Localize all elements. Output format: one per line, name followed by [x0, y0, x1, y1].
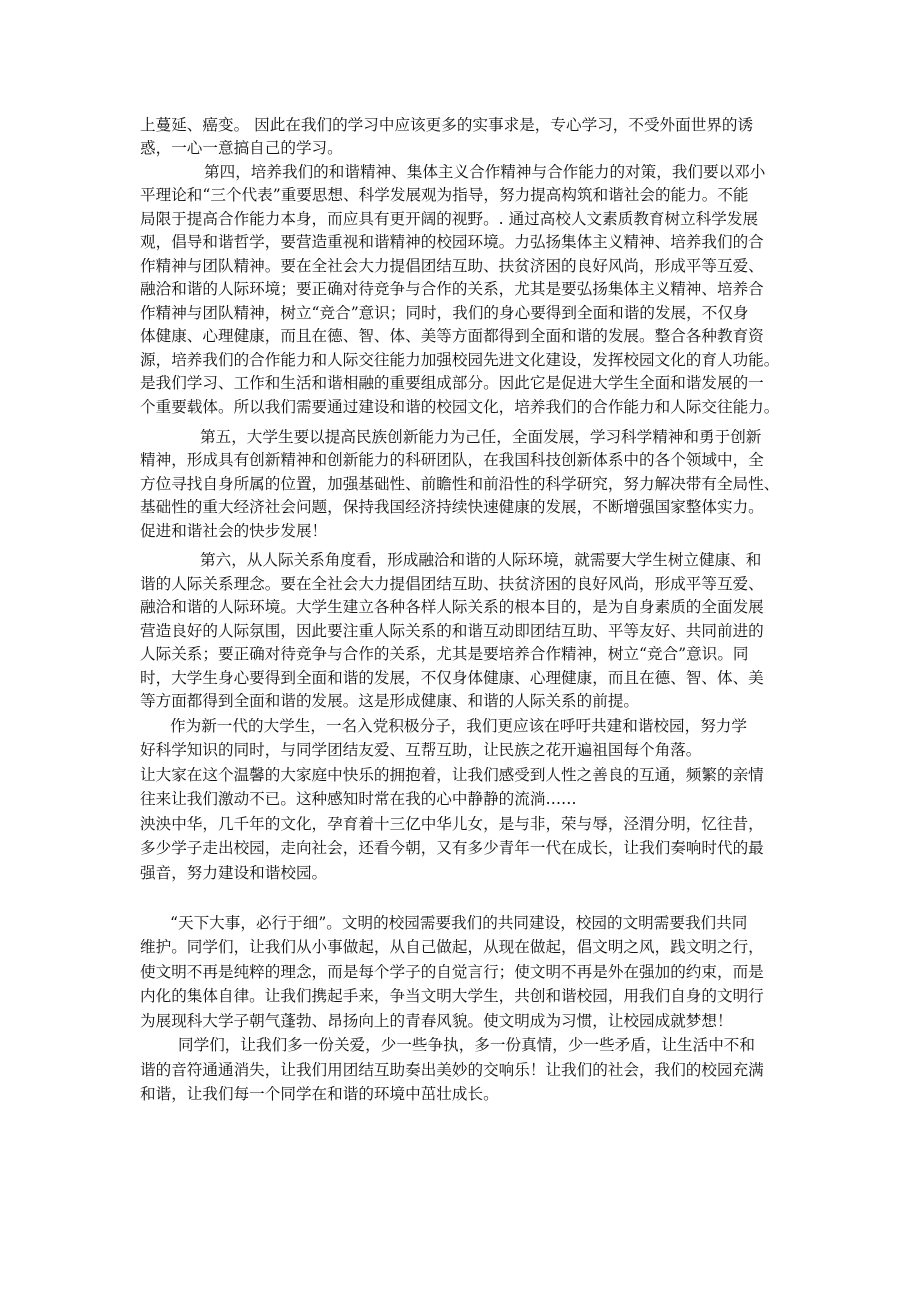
text-line: 第六，从人际关系角度看，形成融洽和谐的人际环境，就需要大学生树立健康、和 [200, 551, 762, 569]
text-line: 泱泱中华，几千年的文化，孕育着十三亿中华儿女，是与非，荣与辱，泾渭分明，忆往昔， [140, 815, 764, 833]
text-line: 作精神与团队精神，树立“竞合”意识；同时，我们的身心要得到全面和谐的发展，不仅身 [140, 304, 749, 322]
text-line: 往来让我们激动不已。这种感知时常在我的心中静静的流淌…… [140, 790, 577, 808]
text-line: 第四，培养我们的和谐精神、集体主义合作精神与合作能力的对策，我们要以邓小 [204, 163, 766, 181]
text-line: 时，大学生身心要得到全面和谐的发展，不仅身体健康、心理健康，而且在德、智、体、美 [140, 669, 764, 687]
text-line: 上蔓延、癌变。 因此在我们的学习中应该更多的实事求是，专心学习，不受外面世界的诱 [140, 116, 754, 134]
text-line: 作精神与团队精神。要在全社会大力提倡团结互助、扶贫济困的良好风尚，形成平等互爱、 [140, 257, 764, 275]
text-line: 源，培养我们的合作能力和人际交往能力加强校园先进文化建设，发挥校园文化的育人功能。 [140, 351, 780, 369]
text-line: “天下大事，必行于细”。文明的校园需要我们的共同建设，校园的文明需要我们共同 [170, 914, 748, 932]
text-line: 维护。同学们，让我们从小事做起，从自己做起，从现在做起，倡文明之风，践文明之行， [140, 938, 764, 956]
text-line: 融洽和谐的人际环境；要正确对待竞争与合作的关系，尤其是要弘扬集体主义精神、培养合 [140, 280, 764, 298]
text-line: 平理论和“三个代表”重要思想、科学发展观为指导，努力提高构筑和谐社会的能力。不能 [140, 186, 749, 204]
text-line: 精神，形成具有创新精神和创新能力的科研团队，在我国科技创新体系中的各个领域中，全 [140, 451, 764, 469]
text-line: 惑，一心一意搞自己的学习。 [140, 139, 343, 157]
text-line: 个重要载体。所以我们需要通过建设和谐的校园文化，培养我们的合作能力和人际交往能力。 [140, 398, 780, 416]
text-line: 为展现科大学子朝气蓬勃、昂扬向上的青春风貌。使文明成为习惯，让校园成就梦想！ [140, 1012, 733, 1030]
text-line: 是我们学习、工作和生活和谐相融的重要组成部分。因此它是促进大学生全面和谐发展的一 [140, 374, 764, 392]
text-line: 谐的音符通通消失，让我们用团结互助奏出美妙的交响乐！让我们的社会，我们的校园充满 [140, 1061, 764, 1079]
text-line: 方位寻找自身所属的位置，加强基础性、前瞻性和前沿性的科学研究，努力解决带有全局性、 [140, 475, 780, 493]
text-line: 体健康、心理健康，而且在德、智、体、美等方面都得到全面和谐的发展。整合各种教育资 [140, 327, 764, 345]
text-line: 多少学子走出校园，走向社会，还看今朝，又有多少青年一代在成长，让我们奏响时代的最 [140, 839, 764, 857]
text-line: 基础性的重大经济社会问题，保持我国经济持续快速健康的发展，不断增强国家整体实力。 [140, 498, 764, 516]
text-line: 第五，大学生要以提高民族创新能力为己任，全面发展，学习科学精神和勇于创新 [200, 428, 762, 446]
text-line: 强音，努力建设和谐校园。 [140, 864, 328, 882]
text-line: 等方面都得到全面和谐的发展。这是形成健康、和谐的人际关系的前提。 [140, 692, 640, 710]
text-line: 作为新一代的大学生，一名入党积极分子，我们更应该在呼吁共建和谐校园，努力学 [170, 717, 747, 735]
text-line: 好科学知识的同时，与同学团结友爱、互帮互助，让民族之花开遍祖国每个角落。 [140, 741, 702, 759]
text-line: 融洽和谐的人际环境。大学生建立各种各样人际关系的根本目的，是为自身素质的全面发展 [140, 598, 764, 616]
text-line: 促进和谐社会的快步发展！ [140, 522, 328, 540]
text-line: 局限于提高合作能力本身，而应具有更开阔的视野。. 通过高校人文素质教育树立科学发展 [140, 210, 759, 228]
text-line: 人际关系；要正确对待竞争与合作的关系，尤其是要培养合作精神，树立“竞合”意识。同 [140, 645, 749, 663]
text-line: 同学们，让我们多一份关爱，少一些争执，多一份真情，少一些矛盾，让生活中不和 [178, 1036, 755, 1054]
text-line: 使文明不再是纯粹的理念，而是每个学子的自觉言行；使文明不再是外在强加的约束，而是 [140, 963, 764, 981]
text-line: 营造良好的人际氛围，因此要注重人际关系的和谐互动即团结互助、平等友好、共同前进的 [140, 622, 764, 640]
text-line: 观，倡导和谐哲学，要营造重视和谐精神的校园环境。力弘扬集体主义精神、培养我们的合 [140, 233, 764, 251]
text-line: 和谐，让我们每一个同学在和谐的环境中茁壮成长。 [140, 1085, 499, 1103]
text-line: 内化的集体自律。让我们携起手来，争当文明大学生，共创和谐校园，用我们自身的文明行 [140, 987, 764, 1005]
text-line: 谐的人际关系理念。要在全社会大力提倡团结互助、扶贫济困的良好风尚，形成平等互爱、 [140, 575, 764, 593]
text-line: 让大家在这个温馨的大家庭中快乐的拥抱着，让我们感受到人性之善良的互通，频繁的亲情 [140, 766, 764, 784]
